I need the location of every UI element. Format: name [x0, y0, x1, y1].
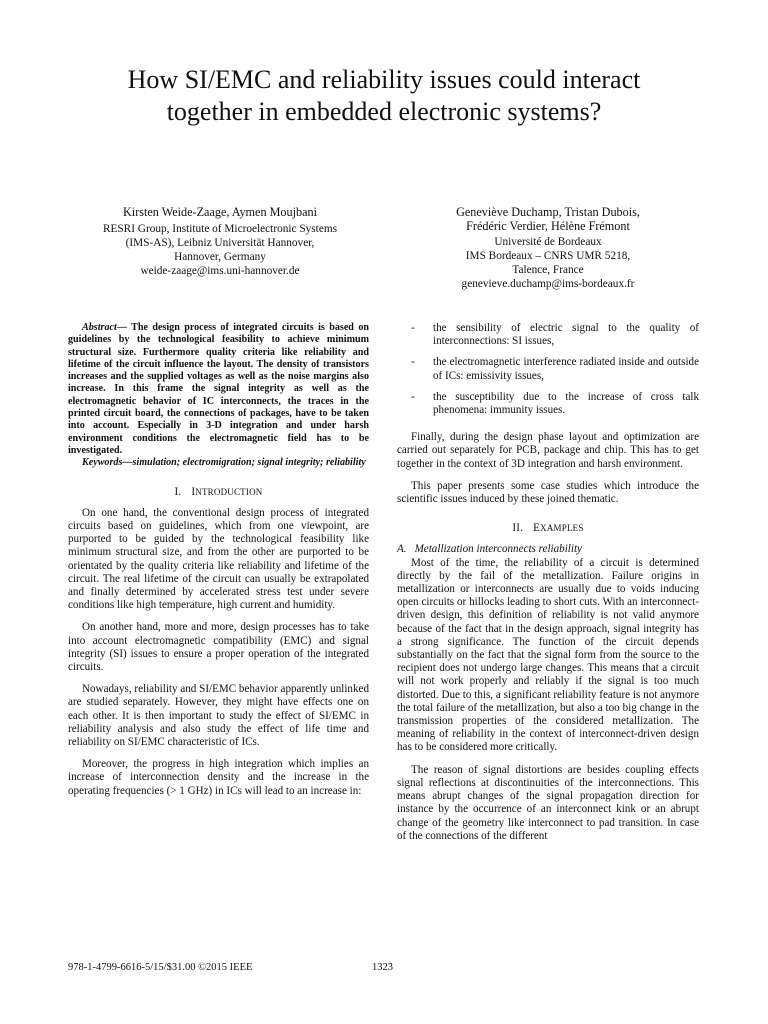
bullet-marker: - — [411, 390, 415, 403]
body-paragraph: On another hand, more and more, design processes has to take into account electromagnetic compatibility (EMC) and signal integrity (SI) issues to ensure a proper operation of the integrated circuits. — [68, 621, 369, 673]
affiliation-line: Université de Bordeaux — [494, 236, 602, 248]
abstract-dash: — — [116, 322, 127, 333]
bullet-item — [397, 391, 699, 417]
keywords: Keywords—simulation; electromigration; signal integrity; reliability — [82, 457, 366, 469]
affiliation-line: IMS Bordeaux – CNRS UMR 5218, — [465, 250, 631, 262]
abstract-text: The design process of integrated circuits is based on guidelines by the technological feasibility to achieve minimum structural size. Furthermore quality criteria like reliability and lifetime of the circuit influence the layout. The density of transistors increases and the supplied voltages as well as the noise margins also increase. In this frame the signal integrity as well as the electromagnetic behavior of IC interconnects, the traces in the printed circuit board, the connections of packages, have to be taken into account. Especially in 3-D integration and under harsh environment conditions the electromagnetic field has to be investigated. — [68, 322, 369, 456]
page-number: 1323 — [372, 962, 393, 973]
section-heading-examples — [397, 522, 699, 535]
bullet-text: the electromagnetic interference radiated inside and outside of ICs: emissivity issues, — [433, 356, 699, 382]
author-names: Frédéric Verdier, Hélène Frémont — [466, 219, 630, 233]
author-block-left — [70, 205, 370, 278]
section-title-rest: NTRODUCTION — [195, 486, 263, 497]
section-heading-introduction — [68, 486, 369, 499]
affiliation-line: Hannover, Germany — [174, 251, 266, 263]
subsection-title: Metallization interconnects reliability — [414, 543, 582, 556]
bullet-marker: - — [411, 356, 415, 369]
section-title-initial: E — [533, 522, 541, 535]
bullet-text: the susceptibility due to the increase of cross talk phenomena: immunity issues. — [433, 390, 699, 417]
section-number: I. — [174, 485, 182, 498]
paper-title — [40, 64, 728, 128]
affiliation-line: Talence, France — [512, 264, 584, 276]
affiliation-line: RESRI Group, Institute of Microelectronic Systems — [102, 223, 338, 235]
body-paragraph: Most of the time, the reliability of a circuit is determined directly by the fail of the metallization. Failure origins in metallization or interconnects are usually due to voids inducing open circuits or hillocks leading to short cuts. With an interconnect-driven design, this definition of reliability is not valid anymore because of the fact that in the design approach, signal integrity has a strong significance. The function of the circuit depends substantially on the fact that the signal form from the source to the recipient does not undergo large changes. This means that a circuit will not work properly and reliably if the signal is too much distorted. Due to this, a significant reliability feature is not anymore the total failure of the metallization, but also a too big change in the transmission properties of the considered metallization. The meaning of reliability in the context of interconnect-driven design has to be considered more critically. — [397, 556, 699, 754]
abstract-label: Abstract — [82, 322, 117, 333]
author-email: genevieve.duchamp@ims-bordeaux.fr — [461, 278, 635, 290]
author-names: Kirsten Weide-Zaage, Aymen Moujbani — [123, 205, 317, 219]
bullet-item — [397, 322, 699, 348]
author-names: Geneviève Duchamp, Tristan Dubois, — [456, 205, 640, 219]
left-column — [68, 322, 369, 798]
author-email: weide-zaage@ims.uni-hannover.de — [140, 265, 300, 277]
section-number: II. — [512, 522, 524, 535]
right-column — [397, 322, 699, 843]
bullet-text: the sensibility of electric signal to the quality of interconnections: SI issues, — [433, 322, 699, 348]
body-paragraph: This paper presents some case studies which introduce the scientific issues induced by these joined thematic. — [397, 479, 699, 506]
subsection-heading — [397, 543, 699, 556]
bullet-marker: - — [411, 322, 415, 334]
subsection-letter: A. — [397, 543, 407, 556]
body-paragraph: On one hand, the conventional design process of integrated circuits based on guidelines, which from one viewpoint, are purported to be guided by the technological feasibility like minimum structural size, and from the other are purported to be orientated by the quality criteria like reliability and lifetime of the circuit. The real lifetime of the circuit can usually be extrapolated and finally determined by accelerated stress test under severe conditions like high temperature, high current and humidity. — [68, 506, 369, 612]
section-title-initial: I — [191, 485, 196, 498]
abstract — [68, 322, 369, 457]
bullet-item — [397, 356, 699, 382]
body-paragraph: Nowadays, reliability and SI/EMC behavior apparently unlinked are studied separately. However, they might have effects one on each other. It is then important to study the effect of SI/EMC in reliability analysis and also study the effect of life time and reliability on SI/EMC characteristic of ICs. — [68, 683, 369, 749]
affiliation-line: (IMS-AS), Leibniz Universität Hannover, — [125, 237, 315, 249]
body-paragraph: Finally, during the design phase layout and optimization are carried out separately for PCB, package and chip. This has to get together in the context of 3D integration and harsh environment. — [397, 431, 699, 470]
body-paragraph: Moreover, the progress in high integration which implies an increase of interconnection density and the increase in the operating frequencies (> 1 GHz) in ICs will lead to an increase in: — [68, 758, 369, 797]
section-title-rest: XAMPLES — [540, 523, 584, 534]
body-paragraph: The reason of signal distortions are besides coupling effects signal reflections at discontinuities of the interconnections. This means abrupt changes of the signal propagation direction for instance by the occurrence of an interconnect kink or an abrupt change of the geometry like interconnect to pad transition. In case of the connections of the different — [397, 763, 699, 842]
author-block-right — [398, 205, 698, 291]
title-line-2: together in embedded electronic systems? — [166, 97, 602, 126]
copyright-notice: 978-1-4799-6616-5/15/$31.00 ©2015 IEEE — [68, 962, 253, 973]
title-line-1: How SI/EMC and reliability issues could interact — [127, 65, 641, 94]
